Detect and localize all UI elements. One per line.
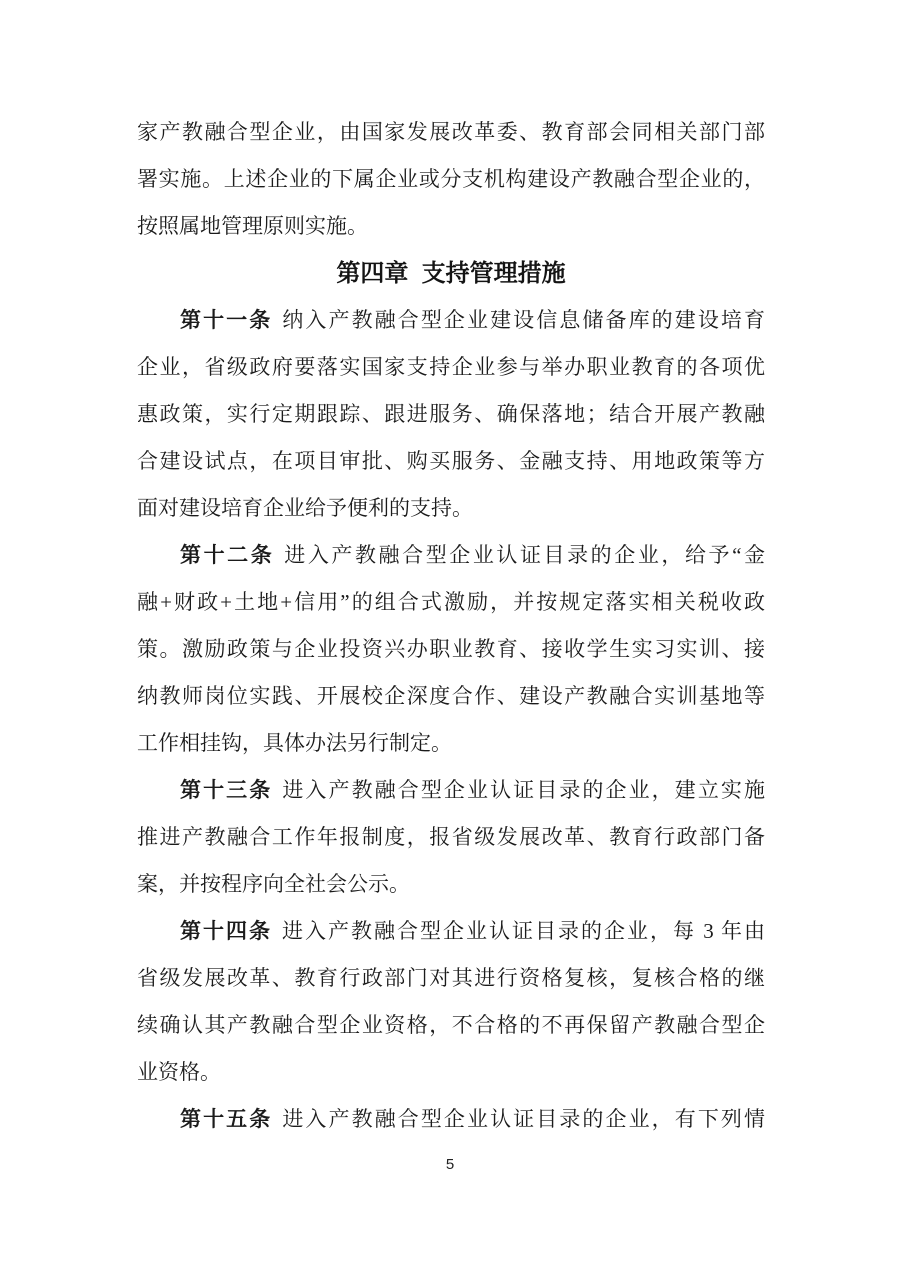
article-number: 第十五条 xyxy=(180,1107,273,1131)
paragraph-line xyxy=(137,579,765,626)
paragraph-line xyxy=(137,767,765,814)
line-text: 按照属地管理原则实施。 xyxy=(137,214,368,238)
paragraph-line xyxy=(137,955,765,1002)
paragraph-line xyxy=(137,344,765,391)
article-number: 第十一条 xyxy=(180,308,273,332)
paragraph-line xyxy=(137,720,765,767)
article-number: 第十四条 xyxy=(180,919,272,943)
line-text: 纳教师岗位实践、开展校企深度合作、建设产教融合实训基地等 xyxy=(137,684,765,708)
paragraph-line xyxy=(137,438,765,485)
line-text: 省级发展改革、教育行政部门对其进行资格复核，复核合格的继 xyxy=(137,966,765,990)
paragraph-line xyxy=(137,109,765,156)
line-text: 面对建设培育企业给予便利的支持。 xyxy=(137,496,473,520)
paragraph-line xyxy=(137,1096,765,1143)
article-number: 第十二条 xyxy=(180,543,275,567)
line-text: 企业，省级政府要落实国家支持企业参与举办职业教育的各项优 xyxy=(137,355,765,379)
page-number: 5 xyxy=(445,1156,455,1173)
line-text: 署实施。上述企业的下属企业或分支机构建设产教融合型企业的， xyxy=(137,167,765,191)
paragraph-line xyxy=(137,156,765,203)
paragraph-line xyxy=(137,391,765,438)
line-text: 进入产教融合型企业认证目录的企业，建立实施 xyxy=(282,778,765,802)
paragraph-line xyxy=(137,861,765,908)
line-text: 纳入产教融合型企业建设信息储备库的建设培育 xyxy=(282,308,765,332)
line-text: 业资格。 xyxy=(137,1060,221,1084)
line-text: 进入产教融合型企业认证目录的企业，每 3 年由 xyxy=(282,919,765,943)
paragraph-line xyxy=(137,297,765,344)
line-text: 融+财政+土地+信用”的组合式激励，并按规定落实相关税收政 xyxy=(137,590,765,614)
document-body xyxy=(137,109,765,1143)
paragraph-line xyxy=(137,1049,765,1096)
line-text: 进入产教融合型企业认证目录的企业，给予“金 xyxy=(284,543,765,567)
line-text: 推进产教融合工作年报制度，报省级发展改革、教育行政部门备 xyxy=(137,825,765,849)
paragraph-line xyxy=(137,485,765,532)
line-text: 续确认其产教融合型企业资格，不合格的不再保留产教融合型企 xyxy=(137,1013,765,1037)
line-text: 进入产教融合型企业认证目录的企业，有下列情 xyxy=(282,1107,765,1131)
paragraph-line xyxy=(137,673,765,720)
paragraph-line xyxy=(137,626,765,673)
chapter-heading: 第四章 支持管理措施 xyxy=(336,260,566,287)
line-text: 案，并按程序向全社会公示。 xyxy=(137,872,410,896)
paragraph-line xyxy=(137,908,765,955)
paragraph-line xyxy=(137,814,765,861)
paragraph-line xyxy=(137,1002,765,1049)
line-text: 家产教融合型企业，由国家发展改革委、教育部会同相关部门部 xyxy=(137,120,765,144)
line-text: 合建设试点，在项目审批、购买服务、金融支持、用地政策等方 xyxy=(137,449,765,473)
line-text: 策。激励政策与企业投资兴办职业教育、接收学生实习实训、接 xyxy=(137,637,765,661)
paragraph-line xyxy=(137,532,765,579)
article-number: 第十三条 xyxy=(180,778,273,802)
line-text: 惠政策，实行定期跟踪、跟进服务、确保落地；结合开展产教融 xyxy=(137,402,765,426)
paragraph-line xyxy=(137,203,765,250)
line-text: 工作相挂钩，具体办法另行制定。 xyxy=(137,731,452,755)
